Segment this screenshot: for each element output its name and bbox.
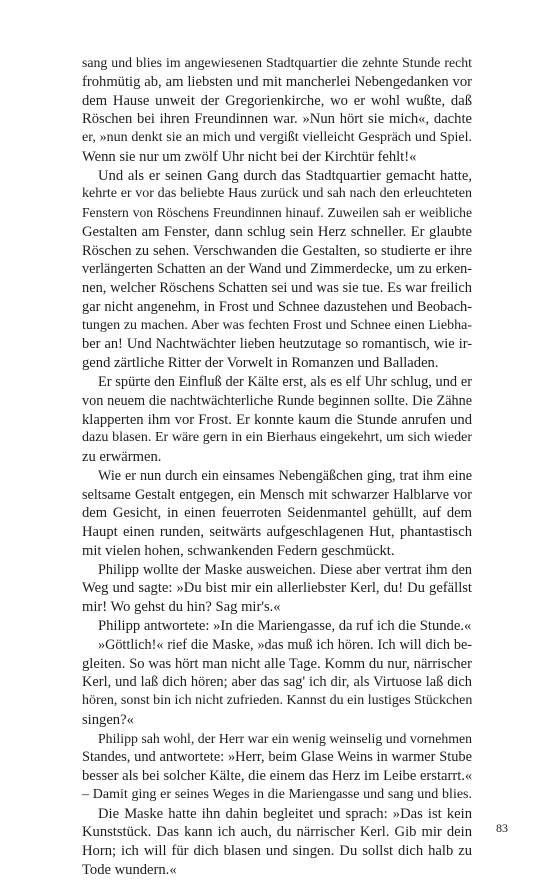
text-line: sang und blies im angewiesenen Stadtquartier die zehnte Stunde recht: [82, 55, 472, 70]
text-line: Wie er nun durch ein einsames Nebengäßchen ging, trat ihm eine: [98, 467, 472, 484]
text-line: mit vielen hohen, schwankenden Federn geschmückt.: [82, 542, 395, 559]
text-line: Röschen bei ihren Freundinnen war. »Nun hört sie mich«, dachte: [82, 111, 472, 128]
text-line: Standes, und antwortete: »Herr, beim Glase Weins in warmer Stube: [82, 749, 472, 766]
text-line: Philipp wollte der Maske ausweichen. Diese aber vertrat ihm den: [98, 561, 472, 578]
text-line: Kerl, und laß dich hören; aber das sag' ich dir, als Virtuose laß dich: [82, 674, 472, 691]
text-line: gend zärtliche Ritter der Vorwelt in Romanzen und Balladen.: [82, 355, 439, 372]
text-line: Gestalten am Fenster, dann schlug sein Herz schneller. Er glaubte: [82, 223, 472, 240]
text-line: Philipp antwortete: »In die Mariengasse, da ruf ich die Stunde.«: [98, 617, 472, 634]
page-body-text: [82, 54, 472, 880]
text-line: Wenn sie nur um zwölf Uhr nicht bei der Kirchtür fehlt!«: [82, 148, 417, 165]
text-line: Röschen zu sehen. Verschwanden die Gestalten, so studierte er ihre: [82, 242, 472, 259]
text-line: – Damit ging er seines Weges in die Mariengasse und sang und blies.: [82, 786, 472, 802]
text-line: Horn; ich will für dich blasen und singen. Du sollst dich halb zu: [82, 843, 472, 860]
text-line: tungen zu machen. Aber was fechten Frost und Schnee einen Liebha-: [82, 317, 472, 333]
text-line: ber an! Und Nachtwächter lieben heutzutage so romantisch, wie ir-: [82, 336, 472, 353]
text-line: nen, welcher Röschens Schatten sei und was sie tue. Es war freilich: [82, 280, 472, 297]
text-line: kehrte er vor das beliebte Haus zurück und sah nach den erleuchteten: [82, 186, 472, 202]
text-line: seltsame Gestalt entgegen, ein Mensch mit schwarzer Halblarve vor: [82, 486, 472, 503]
text-line: Und als er seinen Gang durch das Stadtquartier gemacht hatte,: [98, 167, 472, 184]
text-line: Weg und sagte: »Du bist mir ein allerliebster Kerl, du! Du gefällst: [82, 580, 472, 597]
text-line: Tode wundern.«: [82, 861, 177, 878]
text-line: er, »nun denkt sie an mich und vergißt vielleicht Gespräch und Spiel.: [82, 130, 472, 146]
text-line: Haupt einen runden, seitwärts aufgeschlagenen Hut, phantastisch: [82, 524, 472, 541]
text-line: von neuem die nachtwächterliche Runde beginnen sollte. Die Zähne: [82, 392, 472, 409]
text-line: Die Maske hatte ihn dahin begleitet und sprach: »Das ist kein: [98, 805, 472, 822]
text-line: dem Gesicht, in einen feuerroten Seidenmantel gehüllt, auf dem: [82, 505, 472, 522]
text-line: Er spürte den Einfluß der Kälte erst, als es elf Uhr schlug, und er: [98, 374, 472, 391]
page-number: 83: [496, 821, 508, 835]
text-line: gar nicht angenehm, in Frost und Schnee dazustehen und Beobach-: [82, 298, 472, 315]
text-line: dem Hause unweit der Gregorienkirche, wo er wohl wußte, daß: [82, 92, 472, 109]
text-line: Kunststück. Das kann ich auch, du närrischer Kerl. Gib mir dein: [82, 824, 472, 841]
text-line: Philipp sah wohl, der Herr war ein wenig weinselig und vornehmen: [98, 730, 472, 746]
text-line: »Göttlich!« rief die Maske, »das muß ich hören. Ich will dich be-: [98, 636, 472, 653]
text-line: Fenstern von Röschens Freundinnen hinauf. Zuweilen sah er weibliche: [82, 205, 472, 221]
text-line: besser als bei solcher Kälte, die einem das Herz im Leibe erstarrt.«: [82, 768, 473, 785]
text-line: mir! Wo gehst du hin? Sag mir's.«: [82, 599, 281, 616]
text-line: singen?«: [82, 711, 134, 728]
text-line: gleiten. So was hört man nicht alle Tage. Komm du nur, närrischer: [82, 655, 472, 672]
text-line: zu erwärmen.: [82, 449, 162, 466]
text-line: klapperten ihm vor Frost. Er konnte kaum die Stunde anrufen und: [82, 411, 472, 428]
text-line: dazu blasen. Er wäre gern in ein Bierhaus eingekehrt, um sich wieder: [82, 430, 472, 446]
text-line: frohmütig ab, am liebsten und mit mancherlei Nebengedanken vor: [82, 73, 472, 90]
text-line: verlängerten Schatten an der Wand und Zimmerdecke, um zu erken-: [82, 261, 472, 278]
text-line: hören, sonst bin ich nicht zufrieden. Kannst du ein lustiges Stückchen: [82, 693, 473, 709]
